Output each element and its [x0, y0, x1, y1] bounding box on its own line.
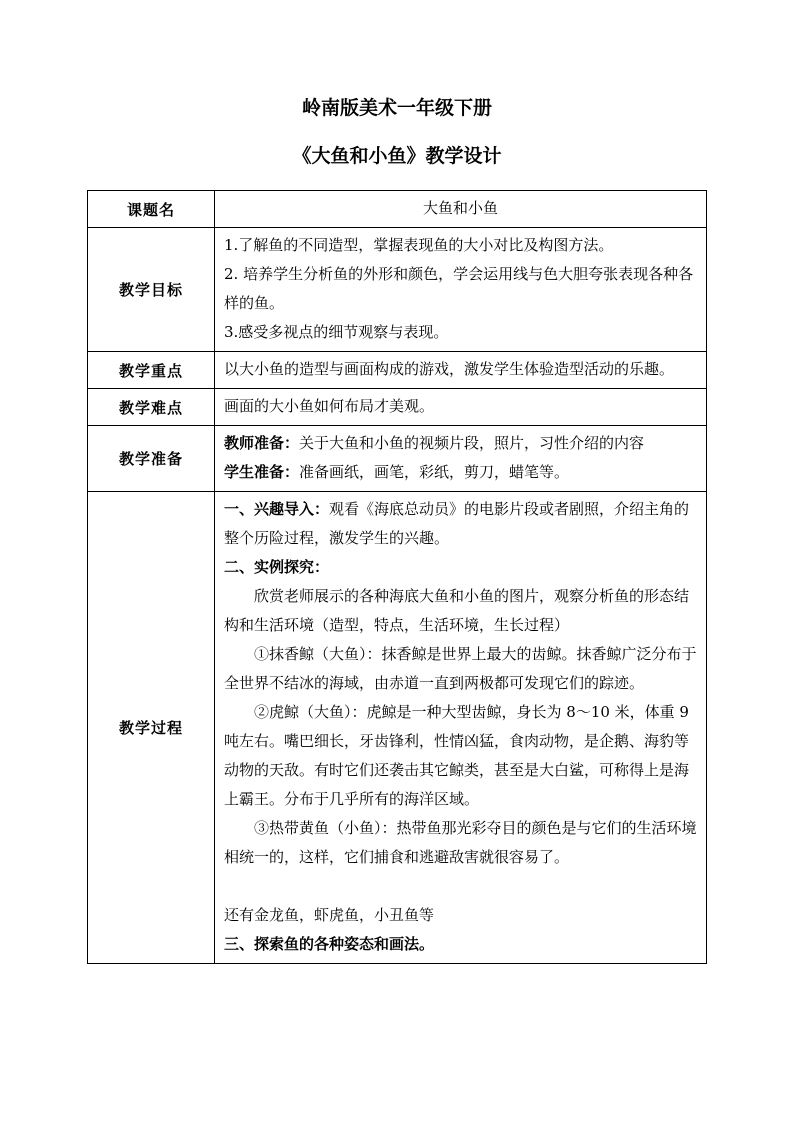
paragraph [224, 355, 697, 384]
table-row [88, 228, 707, 352]
table-row [88, 426, 707, 492]
table-row [88, 191, 707, 228]
row-content [215, 492, 707, 964]
paragraph-text-run: 准备画纸，画笔，彩纸，剪刀，蜡笔等。 [299, 463, 570, 482]
row-content [215, 426, 707, 492]
paragraph-text-run: 2. 培养学生分析鱼的外形和颜色，学会运用线与色大胆夸张表现各种各样的鱼。 [224, 265, 694, 313]
paragraph-text-run: 画面的大小鱼如何布局才美观。 [224, 397, 435, 416]
lesson-table-body [88, 191, 707, 964]
paragraph-text-run: 3.感受多视点的细节观察与表现。 [224, 323, 449, 342]
paragraph-text-run: 观看《海底总动员》的电影片段或者剧照，介绍主角的整个历险过程，激发学生的兴趣。 [224, 500, 690, 548]
paragraph [224, 553, 697, 582]
paragraph [224, 260, 697, 318]
table-row [88, 389, 707, 426]
paragraph [224, 582, 697, 640]
row-label: 教学准备 [88, 426, 215, 492]
row-content [215, 352, 707, 389]
table-row [88, 492, 707, 964]
lesson-plan-table [87, 190, 707, 964]
row-content [215, 389, 707, 426]
row-label: 教学目标 [88, 228, 215, 352]
paragraph-text-run: 大鱼和小鱼 [422, 199, 498, 218]
paragraph [224, 458, 697, 487]
row-label: 教学重点 [88, 352, 215, 389]
paragraph [224, 814, 697, 872]
paragraph-bold-run: 二、实例探究： [224, 558, 330, 577]
paragraph [224, 429, 697, 458]
paragraph [224, 640, 697, 698]
row-label: 教学过程 [88, 492, 215, 964]
paragraph [224, 872, 697, 901]
document-title: 岭南版美术一年级下册 [301, 97, 492, 119]
paragraph-bold-run: 三、探索鱼的各种姿态和画法。 [224, 935, 435, 954]
paragraph-text-run: 1.了解鱼的不同造型，掌握表现鱼的大小对比及构图方法。 [224, 236, 614, 255]
paragraph-text-run: ②虎鲸（大鱼）：虎鲸是一种大型齿鲸，身长为 8～10 米，体重 9 吨左右。嘴巴细长，牙齿锋利，性情凶猛，食肉动物，是企鹅、海豹等动物的天敌。有时它们还袭击其它鲸类，甚至是大白鲨，可称得上是海上霸王。分布于几乎所有的海洋区域。 [224, 703, 690, 809]
paragraph [224, 194, 697, 223]
paragraph-text-run: 欣赏老师展示的各种海底大鱼和小鱼的图片，观察分析鱼的形态结构和生活环境（造型，特点，生活环境，生长过程） [224, 587, 690, 635]
paragraph-text-run: ③热带黄鱼（小鱼）：热带鱼那光彩夺目的颜色是与它们的生活环境相统一的，这样，它们捕食和逃避敌害就很容易了。 [224, 819, 697, 867]
row-content [215, 191, 707, 228]
paragraph-text-run: 以大小鱼的造型与画面构成的游戏，激发学生体验造型活动的乐趣。 [224, 360, 675, 379]
paragraph [224, 392, 697, 421]
paragraph-bold-run: 教师准备： [224, 434, 300, 453]
table-row [88, 352, 707, 389]
paragraph [224, 698, 697, 814]
paragraph [224, 495, 697, 553]
paragraph-text-run: 还有金龙鱼，虾虎鱼，小丑鱼等 [224, 906, 435, 925]
paragraph [224, 930, 697, 959]
paragraph-text-run: ①抹香鲸（大鱼）：抹香鲸是世界上最大的齿鲸。抹香鲸广泛分布于全世界不结冰的海域，由赤道一直到两极都可发现它们的踪迹。 [224, 645, 697, 693]
paragraph-bold-run: 一、兴趣导入： [224, 500, 330, 519]
paragraph-bold-run: 学生准备： [224, 463, 300, 482]
document-subtitle: 《大鱼和小鱼》教学设计 [292, 144, 502, 167]
row-label: 教学难点 [88, 389, 215, 426]
paragraph [224, 318, 697, 347]
row-content [215, 228, 707, 352]
paragraph [224, 231, 697, 260]
paragraph [224, 901, 697, 930]
row-label: 课题名 [88, 191, 215, 228]
paragraph-text-run: 关于大鱼和小鱼的视频片段，照片，习性介绍的内容 [299, 434, 645, 453]
